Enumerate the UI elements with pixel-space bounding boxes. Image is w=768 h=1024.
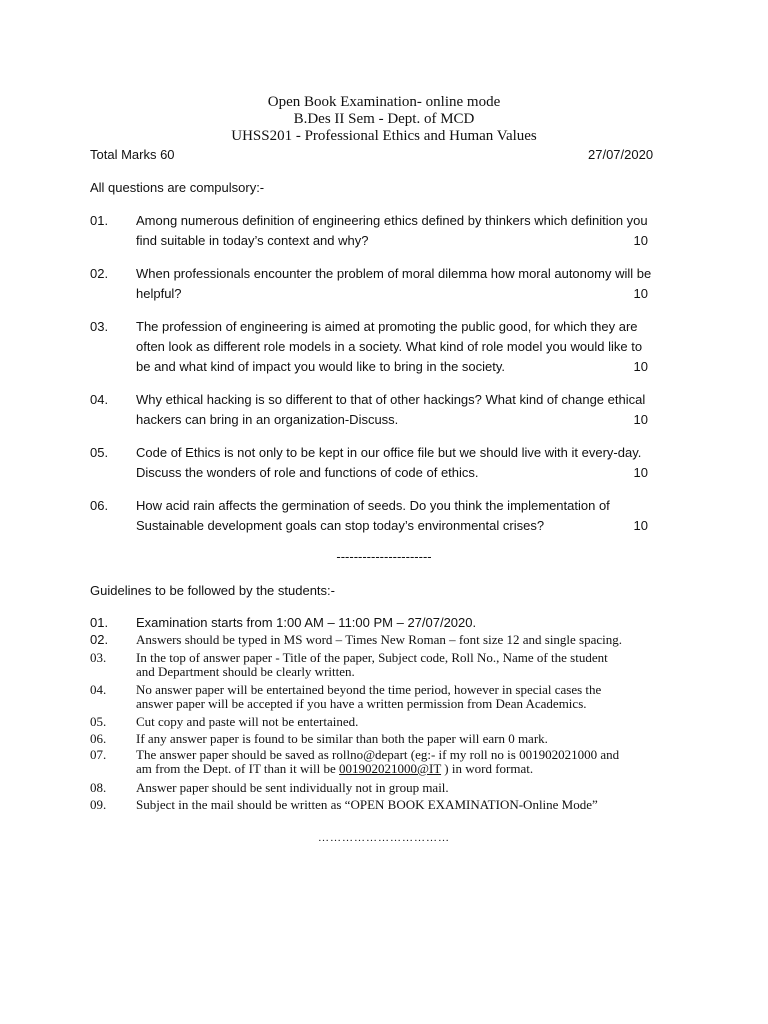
guideline-text: Examination starts from 1:00 AM – 11:00 PM – 27/07/2020. (136, 615, 477, 630)
question-text: The profession of engineering is aimed at promoting the public good, for which they are (136, 319, 638, 334)
guidelines-title: Guidelines to be followed by the students:- (90, 583, 335, 598)
guideline-text: Cut copy and paste will not be entertained. (136, 714, 359, 729)
guideline-text: ) in word format. (441, 761, 534, 776)
question-number: 03. (90, 319, 109, 334)
question-text: Discuss the wonders of role and functions of code of ethics. (136, 465, 479, 480)
question-marks: 10 (633, 233, 648, 248)
guideline-number: 09. (90, 797, 107, 812)
exam-title: Open Book Examination- online mode (267, 94, 501, 110)
question-text: Why ethical hacking is so different to that of other hackings? What kind of change ethical (136, 392, 646, 407)
course-line: B.Des II Sem - Dept. of MCD (293, 111, 475, 127)
guideline-number: 06. (90, 731, 107, 746)
guideline-text: Answer paper should be sent individually not in group mail. (136, 780, 449, 795)
guideline-number: 08. (90, 780, 107, 795)
question-text: often look as different role models in a society. What kind of role model you would like to (136, 339, 643, 354)
guideline-text: In the top of answer paper - Title of the paper, Subject code, Roll No., Name of the student (136, 650, 608, 665)
question-text: When professionals encounter the problem of moral dilemma how moral autonomy will be (136, 266, 652, 281)
question-text: find suitable in today’s context and why? (136, 233, 369, 248)
question-marks: 10 (633, 286, 648, 301)
guideline-text: No answer paper will be entertained beyond the time period, however in special cases the (136, 682, 602, 697)
subject-line: UHSS201 - Professional Ethics and Human Values (231, 128, 537, 144)
question-text: hackers can bring in an organization-Discuss. (136, 412, 399, 427)
guideline-number: 04. (90, 682, 107, 697)
guideline-text: am from the Dept. of IT than it will be (136, 761, 340, 776)
guideline-text: If any answer paper is found to be similar than both the paper will earn 0 mark. (136, 731, 548, 746)
question-text: Sustainable development goals can stop today’s environmental crises? (136, 518, 545, 533)
question-number: 06. (90, 498, 109, 513)
guideline-number: 02. (90, 632, 109, 647)
question-marks: 10 (633, 359, 648, 374)
guideline-text: Answers should be typed in MS word – Times New Roman – font size 12 and single spacing. (136, 632, 623, 647)
guideline-number: 07. (90, 747, 107, 762)
question-number: 02. (90, 266, 109, 281)
question-text: Among numerous definition of engineering ethics defined by thinkers which definition you (136, 213, 648, 228)
guideline-text: The answer paper should be saved as rollno@depart (eg:- if my roll no is 001902021000 and (136, 747, 620, 762)
guideline-text: and Department should be clearly written. (136, 664, 355, 679)
section-separator: ---------------------- (336, 549, 432, 564)
question-text: How acid rain affects the germination of seeds. Do you think the implementation of (136, 498, 610, 513)
question-number: 01. (90, 213, 109, 228)
question-text: Code of Ethics is not only to be kept in our office file but we should live with it every-day. (136, 445, 642, 460)
instructions: All questions are compulsory:- (90, 180, 265, 195)
question-number: 04. (90, 392, 109, 407)
question-marks: 10 (633, 518, 648, 533)
end-marker: …………………………… (318, 832, 450, 844)
question-marks: 10 (633, 465, 648, 480)
guideline-text: answer paper will be accepted if you have a written permission from Dean Academics. (136, 696, 587, 711)
email-example-link[interactable]: 001902021000@IT (339, 761, 442, 776)
exam-date: 27/07/2020 (588, 147, 654, 162)
guideline-number: 01. (90, 615, 109, 630)
question-number: 05. (90, 445, 109, 460)
total-marks: Total Marks 60 (90, 147, 175, 162)
guideline-number: 03. (90, 650, 107, 665)
question-text: helpful? (136, 286, 182, 301)
guideline-text: Subject in the mail should be written as “OPEN BOOK EXAMINATION-Online Mode” (136, 797, 598, 812)
guideline-number: 05. (90, 714, 107, 729)
question-text: be and what kind of impact you would like to bring in the society. (136, 359, 506, 374)
question-marks: 10 (633, 412, 648, 427)
